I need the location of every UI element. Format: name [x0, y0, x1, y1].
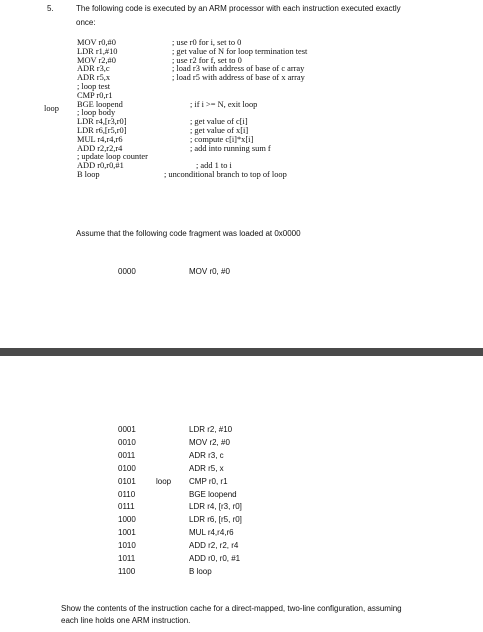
code-comment: ; use r0 for i, set to 0 [172, 38, 242, 47]
table-loop-label: loop [156, 477, 172, 486]
question-intro-line1: The following code is executed by an ARM processor with each instruction executed exactly [76, 4, 401, 13]
code-instruction: LDR r6,[r5,r0] [77, 126, 127, 135]
row-instruction: B loop [189, 566, 212, 576]
code-instruction: LDR r1,#10 [77, 46, 118, 56]
first-row-instruction: MOV r0, #0 [189, 267, 230, 276]
row-address: 1011 [118, 554, 136, 563]
row-address: 0001 [118, 425, 136, 434]
code-instruction: ADR r3,c [77, 64, 110, 74]
code-comment: ; get value of x[i] [190, 126, 249, 135]
code-instruction: MOV r2,#0 [77, 55, 116, 65]
page-divider [0, 348, 483, 356]
code-loop-label: loop [44, 104, 59, 113]
code-instruction: ADD r2,r2,r4 [77, 143, 123, 153]
question-number: 5. [47, 4, 54, 13]
code-instruction: ; loop body [77, 108, 116, 118]
row-instruction: MUL r4,r4,r6 [189, 528, 234, 538]
row-address: 0101 [118, 476, 136, 486]
first-row-address: 0000 [118, 267, 136, 276]
row-address: 1001 [118, 528, 136, 538]
code-comment: ; if i >= N, exit loop [190, 99, 258, 109]
code-comment: ; load r3 with address of base of c array [172, 64, 305, 74]
row-address: 1100 [118, 566, 136, 576]
row-instruction: MOV r2, #0 [189, 437, 230, 447]
code-comment: ; get value of c[i] [190, 117, 248, 127]
row-instruction: BGE loopend [189, 489, 237, 499]
row-instruction: ADD r0, r0, #1 [189, 554, 241, 563]
code-instruction: BGE loopend [77, 99, 123, 109]
question-intro-line2: once: [76, 18, 96, 27]
row-instruction: ADR r3, c [189, 450, 224, 460]
footer-line2: each line holds one ARM instruction. [61, 616, 191, 625]
row-instruction: LDR r6, [r5, r0] [189, 515, 242, 525]
row-address: 0110 [118, 489, 136, 499]
code-comment: ; unconditional branch to top of loop [164, 170, 287, 179]
row-instruction: LDR r2, #10 [189, 425, 233, 434]
assume-statement: Assume that the following code fragment was loaded at 0x0000 [76, 229, 301, 238]
row-address: 0010 [118, 437, 136, 447]
code-instruction: ; update loop counter [77, 152, 148, 162]
code-instruction: ADR r5,x [77, 73, 111, 83]
code-instruction: ADD r0,r0,#1 [77, 161, 124, 171]
code-comment: ; load r5 with address of base of x array [172, 73, 305, 83]
row-instruction: LDR r4, [r3, r0] [189, 502, 242, 512]
code-instruction: MUL r4,r4,r6 [77, 134, 123, 144]
footer-line1: Show the contents of the instruction cache for a direct-mapped, two-line configuration, assuming [61, 604, 402, 613]
code-instruction: MOV r0,#0 [77, 38, 116, 47]
row-address: 0011 [118, 450, 136, 460]
code-instruction: B loop [77, 170, 100, 179]
row-instruction: ADR r5, x [189, 463, 224, 473]
code-comment: ; use r2 for f, set to 0 [172, 55, 242, 65]
row-address: 0100 [118, 463, 136, 473]
code-comment: ; compute c[i]*x[i] [190, 134, 254, 144]
code-instruction: CMP r0,r1 [77, 90, 113, 100]
row-address: 0111 [118, 502, 135, 512]
row-address: 1010 [118, 541, 136, 551]
row-address: 1000 [118, 515, 136, 525]
code-instruction: LDR r4,[r3,r0] [77, 117, 127, 127]
row-instruction: ADD r2, r2, r4 [189, 541, 239, 551]
row-instruction: CMP r0, r1 [189, 476, 228, 486]
code-instruction: ; loop test [77, 82, 111, 91]
code-comment: ; add 1 to i [196, 161, 232, 171]
code-comment: ; get value of N for loop termination test [172, 46, 308, 56]
code-comment: ; add into running sum f [190, 143, 271, 153]
